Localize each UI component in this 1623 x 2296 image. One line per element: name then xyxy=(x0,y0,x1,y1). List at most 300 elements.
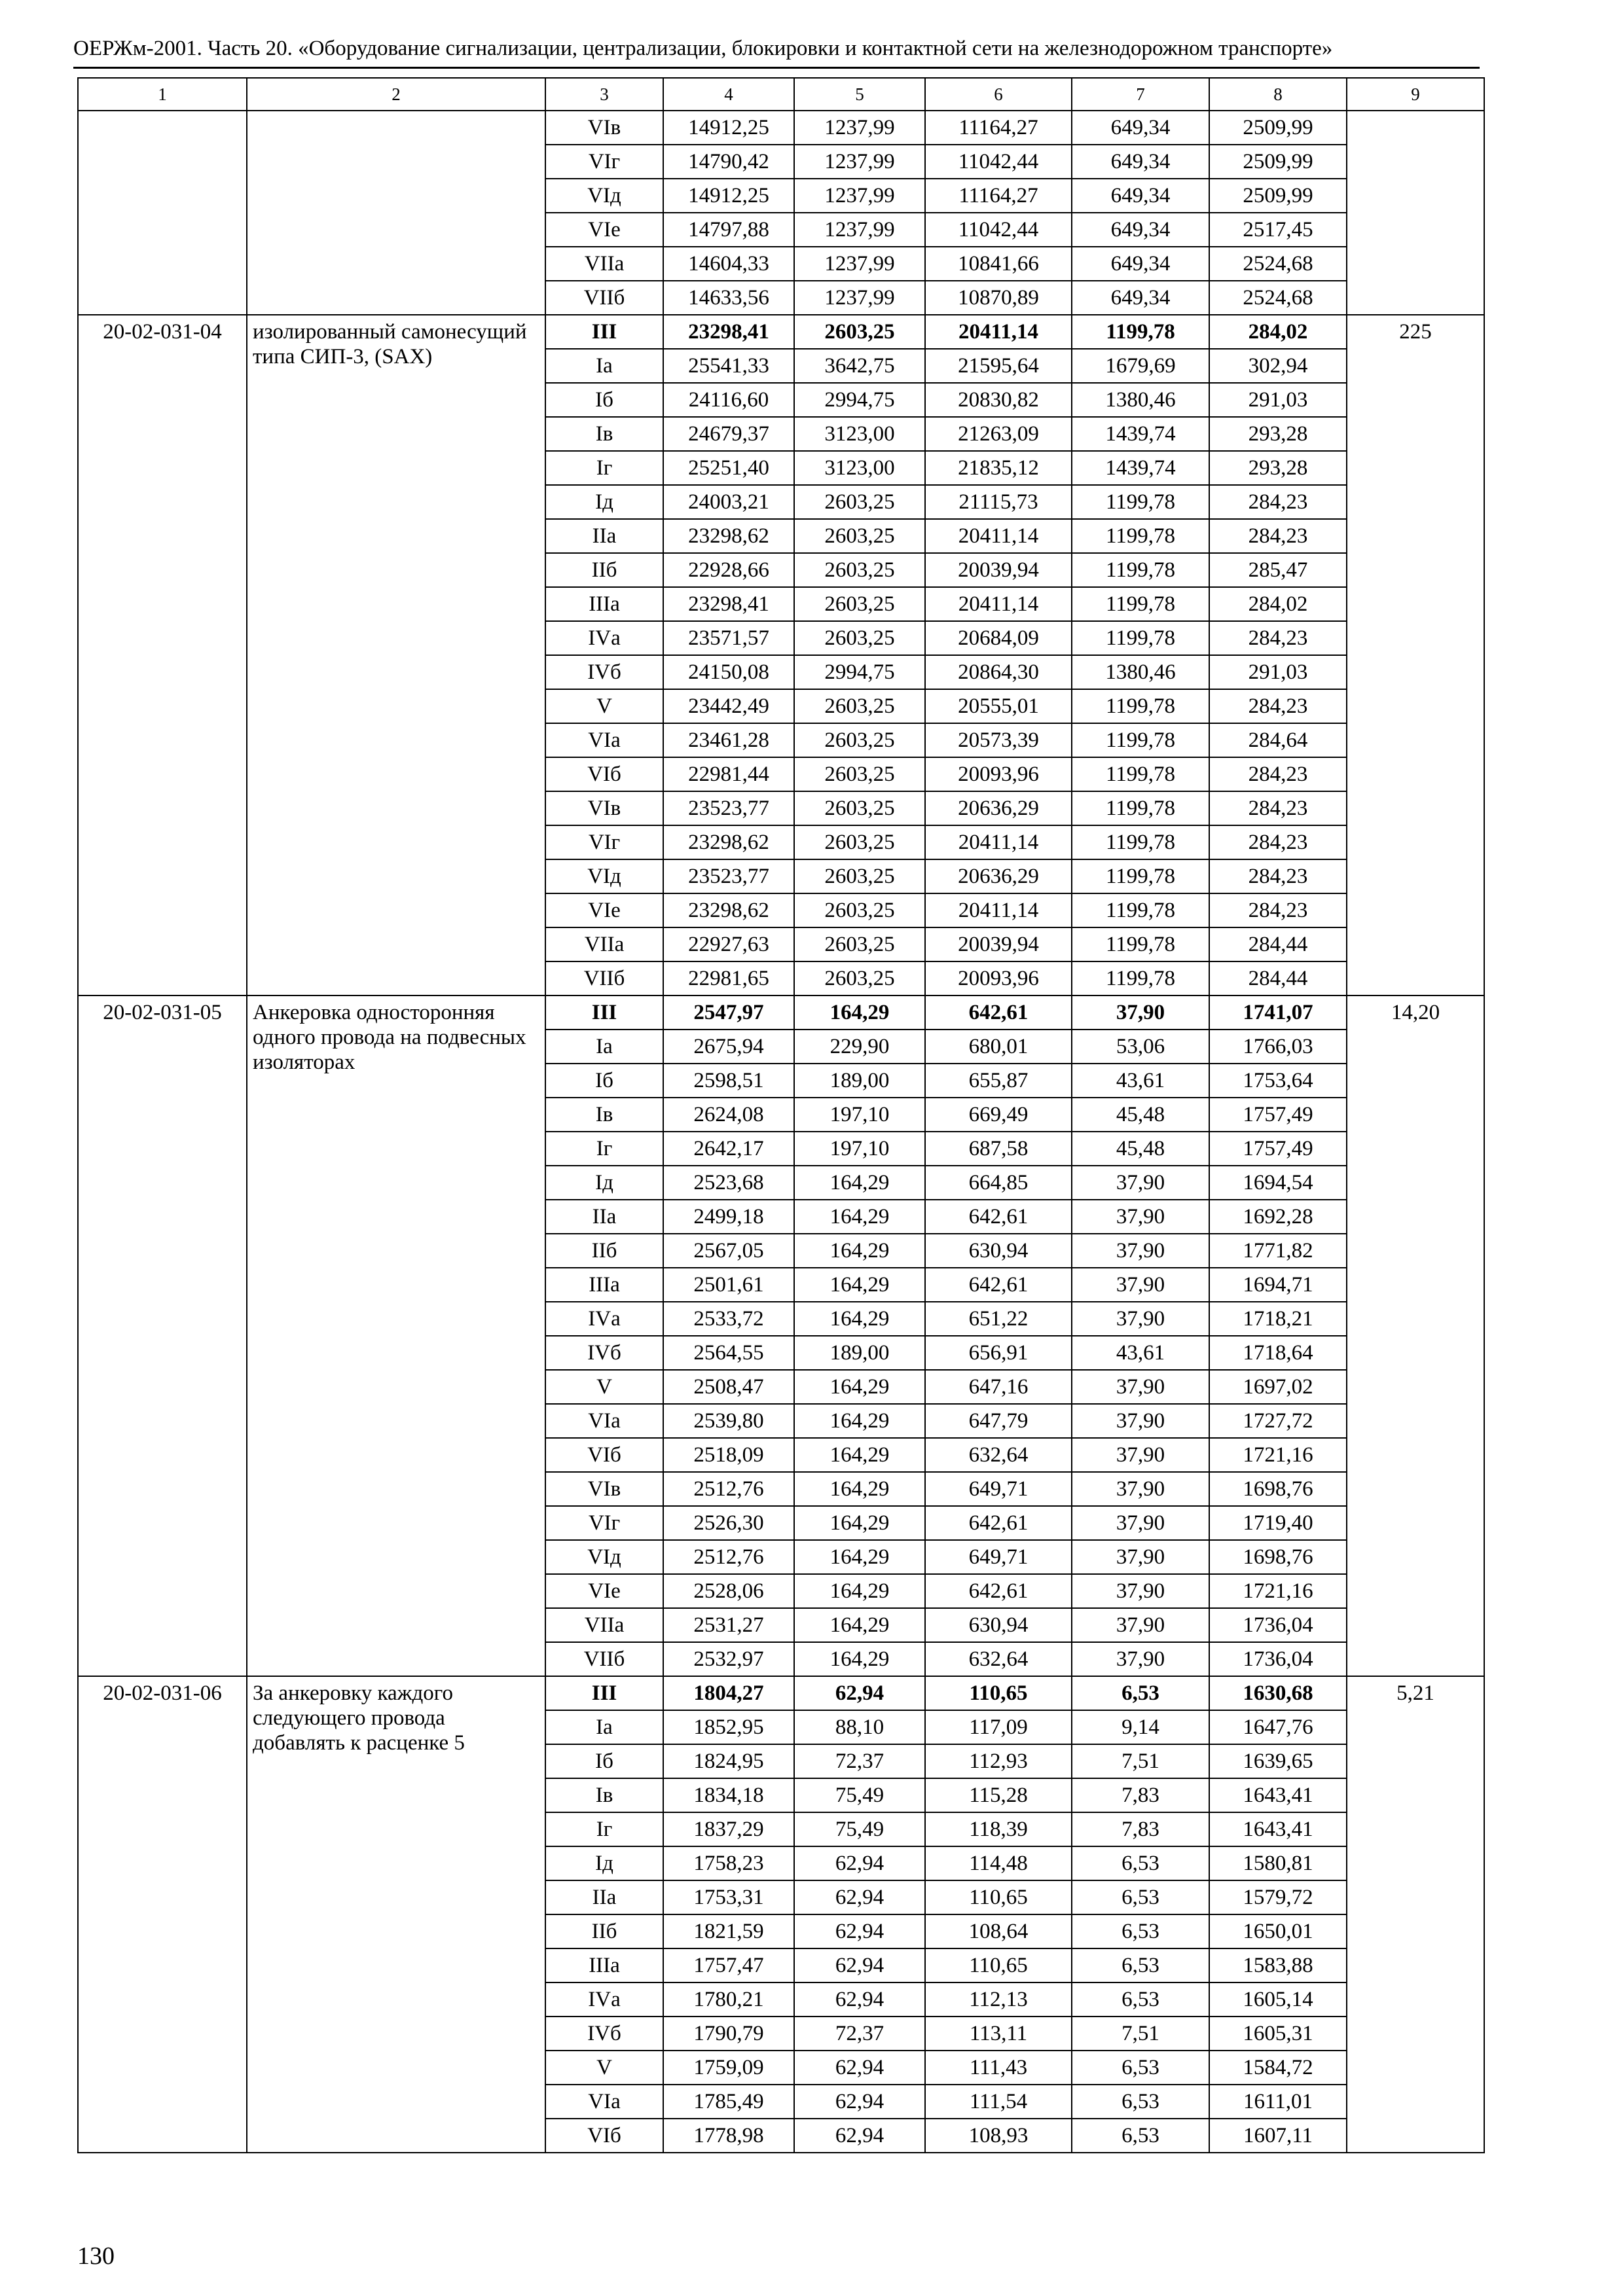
code-cell: 20-02-031-05 xyxy=(78,996,247,1676)
machines-cell: 632,64 xyxy=(925,1642,1072,1676)
zone-cell: VIе xyxy=(545,213,663,247)
materials-cell: 1736,04 xyxy=(1209,1608,1347,1642)
materials-cell: 284,64 xyxy=(1209,723,1347,757)
machinist-wages-cell: 649,34 xyxy=(1072,281,1209,315)
zone-cell: VIб xyxy=(545,757,663,791)
materials-cell: 1650,01 xyxy=(1209,1914,1347,1948)
page-header: ОЕРЖм-2001. Часть 20. «Оборудование сигнализации, централизации, блокировки и контактной сети на железнодорожном транспорте» xyxy=(73,37,1333,60)
machinist-wages-cell: 1199,78 xyxy=(1072,859,1209,893)
zone-cell: III xyxy=(545,996,663,1030)
direct-costs-cell: 14912,25 xyxy=(663,111,794,145)
zone-cell: VIIа xyxy=(545,927,663,961)
direct-costs-cell: 25251,40 xyxy=(663,451,794,485)
machinist-wages-cell: 6,53 xyxy=(1072,1880,1209,1914)
direct-costs-cell: 23523,77 xyxy=(663,859,794,893)
direct-costs-cell: 2564,55 xyxy=(663,1336,794,1370)
zone-cell: IIIа xyxy=(545,1948,663,1982)
table-row xyxy=(78,996,1484,1030)
direct-costs-cell: 2624,08 xyxy=(663,1098,794,1132)
wages-cell: 189,00 xyxy=(794,1336,925,1370)
wages-cell: 164,29 xyxy=(794,1268,925,1302)
direct-costs-cell: 1785,49 xyxy=(663,2085,794,2119)
page-number: 130 xyxy=(77,2242,115,2270)
machines-cell: 20411,14 xyxy=(925,519,1072,553)
direct-costs-cell: 22928,66 xyxy=(663,553,794,587)
zone-cell: Iб xyxy=(545,383,663,417)
machines-cell: 11164,27 xyxy=(925,179,1072,213)
wages-cell: 62,94 xyxy=(794,2119,925,2153)
direct-costs-cell: 23442,49 xyxy=(663,689,794,723)
materials-cell: 1698,76 xyxy=(1209,1472,1347,1506)
zone-cell: III xyxy=(545,315,663,349)
wages-cell: 1237,99 xyxy=(794,145,925,179)
materials-cell: 1727,72 xyxy=(1209,1404,1347,1438)
materials-cell: 1741,07 xyxy=(1209,996,1347,1030)
column-number: 4 xyxy=(663,78,794,111)
machines-cell: 115,28 xyxy=(925,1778,1072,1812)
materials-cell: 1630,68 xyxy=(1209,1676,1347,1710)
materials-cell: 1580,81 xyxy=(1209,1846,1347,1880)
direct-costs-cell: 23298,41 xyxy=(663,315,794,349)
machinist-wages-cell: 649,34 xyxy=(1072,213,1209,247)
machinist-wages-cell: 1199,78 xyxy=(1072,825,1209,859)
norm-cell: 14,20 xyxy=(1347,996,1484,1676)
materials-cell: 2509,99 xyxy=(1209,111,1347,145)
materials-cell: 1697,02 xyxy=(1209,1370,1347,1404)
wages-cell: 164,29 xyxy=(794,1574,925,1608)
direct-costs-cell: 14797,88 xyxy=(663,213,794,247)
wages-cell: 164,29 xyxy=(794,1370,925,1404)
machines-cell: 20411,14 xyxy=(925,587,1072,621)
zone-cell: VIа xyxy=(545,2085,663,2119)
zone-cell: VIа xyxy=(545,1404,663,1438)
direct-costs-cell: 1834,18 xyxy=(663,1778,794,1812)
wages-cell: 2994,75 xyxy=(794,655,925,689)
materials-cell: 284,23 xyxy=(1209,689,1347,723)
machines-cell: 113,11 xyxy=(925,2017,1072,2051)
machines-cell: 687,58 xyxy=(925,1132,1072,1166)
wages-cell: 164,29 xyxy=(794,1438,925,1472)
wages-cell: 164,29 xyxy=(794,1234,925,1268)
materials-cell: 1753,64 xyxy=(1209,1064,1347,1098)
machines-cell: 642,61 xyxy=(925,1574,1072,1608)
wages-cell: 3642,75 xyxy=(794,349,925,383)
machines-cell: 108,64 xyxy=(925,1914,1072,1948)
zone-cell: IIб xyxy=(545,1234,663,1268)
wages-cell: 62,94 xyxy=(794,1948,925,1982)
machines-cell: 642,61 xyxy=(925,1200,1072,1234)
machines-cell: 20864,30 xyxy=(925,655,1072,689)
zone-cell: VIIб xyxy=(545,1642,663,1676)
materials-cell: 2524,68 xyxy=(1209,281,1347,315)
machines-cell: 647,79 xyxy=(925,1404,1072,1438)
wages-cell: 1237,99 xyxy=(794,213,925,247)
direct-costs-cell: 22981,44 xyxy=(663,757,794,791)
zone-cell: VIв xyxy=(545,791,663,825)
wages-cell: 2603,25 xyxy=(794,485,925,519)
machines-cell: 20093,96 xyxy=(925,757,1072,791)
wages-cell: 164,29 xyxy=(794,1642,925,1676)
wages-cell: 164,29 xyxy=(794,1506,925,1540)
zone-cell: IVб xyxy=(545,655,663,689)
machinist-wages-cell: 6,53 xyxy=(1072,2085,1209,2119)
name-cell: За анкеровку каждого следующего провода добавлять к расценке 5 xyxy=(247,1676,545,2153)
direct-costs-cell: 2598,51 xyxy=(663,1064,794,1098)
wages-cell: 3123,00 xyxy=(794,451,925,485)
wages-cell: 2603,25 xyxy=(794,757,925,791)
wages-cell: 2603,25 xyxy=(794,553,925,587)
direct-costs-cell: 14912,25 xyxy=(663,179,794,213)
machines-cell: 118,39 xyxy=(925,1812,1072,1846)
materials-cell: 1611,01 xyxy=(1209,2085,1347,2119)
direct-costs-cell: 1824,95 xyxy=(663,1744,794,1778)
materials-cell: 2509,99 xyxy=(1209,145,1347,179)
norm-cell xyxy=(1347,111,1484,315)
materials-cell: 2517,45 xyxy=(1209,213,1347,247)
wages-cell: 72,37 xyxy=(794,2017,925,2051)
wages-cell: 72,37 xyxy=(794,1744,925,1778)
machinist-wages-cell: 37,90 xyxy=(1072,1540,1209,1574)
materials-cell: 293,28 xyxy=(1209,417,1347,451)
machinist-wages-cell: 37,90 xyxy=(1072,1506,1209,1540)
machinist-wages-cell: 45,48 xyxy=(1072,1132,1209,1166)
wages-cell: 2603,25 xyxy=(794,859,925,893)
rates-table xyxy=(77,77,1485,2153)
machinist-wages-cell: 7,51 xyxy=(1072,1744,1209,1778)
machinist-wages-cell: 649,34 xyxy=(1072,145,1209,179)
zone-cell: VIг xyxy=(545,145,663,179)
column-number: 1 xyxy=(78,78,247,111)
wages-cell: 62,94 xyxy=(794,2051,925,2085)
machines-cell: 20411,14 xyxy=(925,825,1072,859)
wages-cell: 2603,25 xyxy=(794,621,925,655)
materials-cell: 1698,76 xyxy=(1209,1540,1347,1574)
machines-cell: 655,87 xyxy=(925,1064,1072,1098)
machinist-wages-cell: 7,83 xyxy=(1072,1812,1209,1846)
machines-cell: 649,71 xyxy=(925,1472,1072,1506)
machinist-wages-cell: 1199,78 xyxy=(1072,927,1209,961)
zone-cell: IIб xyxy=(545,553,663,587)
materials-cell: 291,03 xyxy=(1209,383,1347,417)
materials-cell: 284,23 xyxy=(1209,791,1347,825)
materials-cell: 284,23 xyxy=(1209,825,1347,859)
machines-cell: 21115,73 xyxy=(925,485,1072,519)
machines-cell: 642,61 xyxy=(925,1506,1072,1540)
machines-cell: 21835,12 xyxy=(925,451,1072,485)
direct-costs-cell: 2567,05 xyxy=(663,1234,794,1268)
zone-cell: VIв xyxy=(545,1472,663,1506)
column-number: 9 xyxy=(1347,78,1484,111)
zone-cell: IVб xyxy=(545,2017,663,2051)
machines-cell: 642,61 xyxy=(925,996,1072,1030)
machines-cell: 21595,64 xyxy=(925,349,1072,383)
machinist-wages-cell: 1199,78 xyxy=(1072,587,1209,621)
zone-cell: VIд xyxy=(545,859,663,893)
direct-costs-cell: 24679,37 xyxy=(663,417,794,451)
machines-cell: 110,65 xyxy=(925,1948,1072,1982)
machines-cell: 20684,09 xyxy=(925,621,1072,655)
direct-costs-cell: 23298,62 xyxy=(663,825,794,859)
machines-cell: 20636,29 xyxy=(925,791,1072,825)
wages-cell: 164,29 xyxy=(794,1540,925,1574)
direct-costs-cell: 2539,80 xyxy=(663,1404,794,1438)
zone-cell: VIIа xyxy=(545,1608,663,1642)
wages-cell: 75,49 xyxy=(794,1812,925,1846)
machines-cell: 20093,96 xyxy=(925,961,1072,996)
machinist-wages-cell: 1199,78 xyxy=(1072,553,1209,587)
zone-cell: VIе xyxy=(545,893,663,927)
direct-costs-cell: 2512,76 xyxy=(663,1472,794,1506)
zone-cell: V xyxy=(545,689,663,723)
rates-table-body xyxy=(78,78,1484,2153)
wages-cell: 62,94 xyxy=(794,2085,925,2119)
machinist-wages-cell: 6,53 xyxy=(1072,1982,1209,2017)
direct-costs-cell: 23298,41 xyxy=(663,587,794,621)
zone-cell: IIб xyxy=(545,1914,663,1948)
materials-cell: 284,44 xyxy=(1209,927,1347,961)
zone-cell: Iг xyxy=(545,451,663,485)
direct-costs-cell: 23461,28 xyxy=(663,723,794,757)
machines-cell: 117,09 xyxy=(925,1710,1072,1744)
machines-cell: 111,54 xyxy=(925,2085,1072,2119)
zone-cell: Iа xyxy=(545,1030,663,1064)
column-number: 6 xyxy=(925,78,1072,111)
zone-cell: IIIа xyxy=(545,1268,663,1302)
materials-cell: 1757,49 xyxy=(1209,1132,1347,1166)
machines-cell: 10870,89 xyxy=(925,281,1072,315)
machines-cell: 111,43 xyxy=(925,2051,1072,2085)
machines-cell: 20636,29 xyxy=(925,859,1072,893)
machinist-wages-cell: 37,90 xyxy=(1072,1268,1209,1302)
column-number: 7 xyxy=(1072,78,1209,111)
machinist-wages-cell: 6,53 xyxy=(1072,1676,1209,1710)
direct-costs-cell: 2531,27 xyxy=(663,1608,794,1642)
direct-costs-cell: 1753,31 xyxy=(663,1880,794,1914)
machinist-wages-cell: 7,51 xyxy=(1072,2017,1209,2051)
wages-cell: 2603,25 xyxy=(794,825,925,859)
direct-costs-cell: 1804,27 xyxy=(663,1676,794,1710)
wages-cell: 164,29 xyxy=(794,1302,925,1336)
zone-cell: IIIа xyxy=(545,587,663,621)
header-rule xyxy=(73,67,1480,69)
materials-cell: 2509,99 xyxy=(1209,179,1347,213)
machinist-wages-cell: 37,90 xyxy=(1072,1234,1209,1268)
zone-cell: Iб xyxy=(545,1744,663,1778)
zone-cell: Iа xyxy=(545,349,663,383)
materials-cell: 284,23 xyxy=(1209,893,1347,927)
direct-costs-cell: 1778,98 xyxy=(663,2119,794,2153)
zone-cell: Iв xyxy=(545,1778,663,1812)
wages-cell: 164,29 xyxy=(794,1200,925,1234)
materials-cell: 1647,76 xyxy=(1209,1710,1347,1744)
wages-cell: 62,94 xyxy=(794,1880,925,1914)
machinist-wages-cell: 53,06 xyxy=(1072,1030,1209,1064)
wages-cell: 164,29 xyxy=(794,1166,925,1200)
machines-cell: 108,93 xyxy=(925,2119,1072,2153)
column-number: 3 xyxy=(545,78,663,111)
direct-costs-cell: 1758,23 xyxy=(663,1846,794,1880)
wages-cell: 164,29 xyxy=(794,1404,925,1438)
wages-cell: 2994,75 xyxy=(794,383,925,417)
machines-cell: 20411,14 xyxy=(925,315,1072,349)
machinist-wages-cell: 1380,46 xyxy=(1072,655,1209,689)
zone-cell: Iб xyxy=(545,1064,663,1098)
materials-cell: 1605,31 xyxy=(1209,2017,1347,2051)
direct-costs-cell: 2501,61 xyxy=(663,1268,794,1302)
zone-cell: VIг xyxy=(545,1506,663,1540)
wages-cell: 189,00 xyxy=(794,1064,925,1098)
wages-cell: 164,29 xyxy=(794,1472,925,1506)
zone-cell: Iв xyxy=(545,1098,663,1132)
machines-cell: 20411,14 xyxy=(925,893,1072,927)
zone-cell: IVа xyxy=(545,621,663,655)
machines-cell: 10841,66 xyxy=(925,247,1072,281)
direct-costs-cell: 1780,21 xyxy=(663,1982,794,2017)
norm-cell: 5,21 xyxy=(1347,1676,1484,2153)
machinist-wages-cell: 1199,78 xyxy=(1072,791,1209,825)
machinist-wages-cell: 9,14 xyxy=(1072,1710,1209,1744)
wages-cell: 2603,25 xyxy=(794,519,925,553)
materials-cell: 1607,11 xyxy=(1209,2119,1347,2153)
machines-cell: 669,49 xyxy=(925,1098,1072,1132)
machinist-wages-cell: 1439,74 xyxy=(1072,451,1209,485)
wages-cell: 75,49 xyxy=(794,1778,925,1812)
wages-cell: 62,94 xyxy=(794,1676,925,1710)
zone-cell: Iа xyxy=(545,1710,663,1744)
materials-cell: 1757,49 xyxy=(1209,1098,1347,1132)
materials-cell: 284,23 xyxy=(1209,519,1347,553)
materials-cell: 1579,72 xyxy=(1209,1880,1347,1914)
machines-cell: 649,71 xyxy=(925,1540,1072,1574)
wages-cell: 2603,25 xyxy=(794,893,925,927)
wages-cell: 2603,25 xyxy=(794,587,925,621)
machinist-wages-cell: 1199,78 xyxy=(1072,689,1209,723)
zone-cell: VIIб xyxy=(545,961,663,996)
machinist-wages-cell: 1199,78 xyxy=(1072,485,1209,519)
machinist-wages-cell: 649,34 xyxy=(1072,179,1209,213)
direct-costs-cell: 2512,76 xyxy=(663,1540,794,1574)
machinist-wages-cell: 1679,69 xyxy=(1072,349,1209,383)
direct-costs-cell: 2518,09 xyxy=(663,1438,794,1472)
direct-costs-cell: 2532,97 xyxy=(663,1642,794,1676)
zone-cell: Iд xyxy=(545,1166,663,1200)
materials-cell: 284,02 xyxy=(1209,315,1347,349)
materials-cell: 2524,68 xyxy=(1209,247,1347,281)
materials-cell: 1694,54 xyxy=(1209,1166,1347,1200)
machinist-wages-cell: 649,34 xyxy=(1072,111,1209,145)
materials-cell: 284,23 xyxy=(1209,859,1347,893)
table-row xyxy=(78,315,1484,349)
machines-cell: 110,65 xyxy=(925,1880,1072,1914)
zone-cell: VIг xyxy=(545,825,663,859)
materials-cell: 1719,40 xyxy=(1209,1506,1347,1540)
machines-cell: 21263,09 xyxy=(925,417,1072,451)
table-row xyxy=(78,1676,1484,1710)
materials-cell: 284,02 xyxy=(1209,587,1347,621)
materials-cell: 291,03 xyxy=(1209,655,1347,689)
machinist-wages-cell: 1439,74 xyxy=(1072,417,1209,451)
machines-cell: 647,16 xyxy=(925,1370,1072,1404)
table-row xyxy=(78,111,1484,145)
machines-cell: 656,91 xyxy=(925,1336,1072,1370)
materials-cell: 1766,03 xyxy=(1209,1030,1347,1064)
wages-cell: 197,10 xyxy=(794,1132,925,1166)
direct-costs-cell: 1821,59 xyxy=(663,1914,794,1948)
materials-cell: 284,44 xyxy=(1209,961,1347,996)
zone-cell: VIд xyxy=(545,179,663,213)
direct-costs-cell: 23523,77 xyxy=(663,791,794,825)
wages-cell: 62,94 xyxy=(794,1982,925,2017)
machines-cell: 11042,44 xyxy=(925,213,1072,247)
machinist-wages-cell: 1380,46 xyxy=(1072,383,1209,417)
machinist-wages-cell: 649,34 xyxy=(1072,247,1209,281)
wages-cell: 197,10 xyxy=(794,1098,925,1132)
zone-cell: VIб xyxy=(545,2119,663,2153)
direct-costs-cell: 2675,94 xyxy=(663,1030,794,1064)
zone-cell: Iг xyxy=(545,1132,663,1166)
zone-cell: IIа xyxy=(545,1200,663,1234)
machinist-wages-cell: 1199,78 xyxy=(1072,315,1209,349)
name-cell xyxy=(247,111,545,315)
zone-cell: V xyxy=(545,2051,663,2085)
machinist-wages-cell: 37,90 xyxy=(1072,1642,1209,1676)
machinist-wages-cell: 6,53 xyxy=(1072,1846,1209,1880)
machinist-wages-cell: 37,90 xyxy=(1072,1370,1209,1404)
direct-costs-cell: 2508,47 xyxy=(663,1370,794,1404)
machinist-wages-cell: 43,61 xyxy=(1072,1336,1209,1370)
machines-cell: 112,93 xyxy=(925,1744,1072,1778)
zone-cell: IVб xyxy=(545,1336,663,1370)
machinist-wages-cell: 37,90 xyxy=(1072,1438,1209,1472)
wages-cell: 164,29 xyxy=(794,996,925,1030)
direct-costs-cell: 23298,62 xyxy=(663,519,794,553)
zone-cell: Iд xyxy=(545,1846,663,1880)
wages-cell: 164,29 xyxy=(794,1608,925,1642)
machinist-wages-cell: 37,90 xyxy=(1072,1472,1209,1506)
wages-cell: 2603,25 xyxy=(794,723,925,757)
column-number: 8 xyxy=(1209,78,1347,111)
machinist-wages-cell: 1199,78 xyxy=(1072,621,1209,655)
zone-cell: VIIа xyxy=(545,247,663,281)
zone-cell: VIв xyxy=(545,111,663,145)
materials-cell: 1643,41 xyxy=(1209,1778,1347,1812)
machinist-wages-cell: 1199,78 xyxy=(1072,961,1209,996)
direct-costs-cell: 2547,97 xyxy=(663,996,794,1030)
wages-cell: 2603,25 xyxy=(794,689,925,723)
machinist-wages-cell: 6,53 xyxy=(1072,1948,1209,1982)
direct-costs-cell: 22927,63 xyxy=(663,927,794,961)
materials-cell: 285,47 xyxy=(1209,553,1347,587)
machines-cell: 632,64 xyxy=(925,1438,1072,1472)
zone-cell: Iд xyxy=(545,485,663,519)
zone-cell: IVа xyxy=(545,1302,663,1336)
machines-cell: 20555,01 xyxy=(925,689,1072,723)
direct-costs-cell: 14633,56 xyxy=(663,281,794,315)
materials-cell: 1694,71 xyxy=(1209,1268,1347,1302)
machinist-wages-cell: 37,90 xyxy=(1072,1574,1209,1608)
machinist-wages-cell: 1199,78 xyxy=(1072,723,1209,757)
machinist-wages-cell: 37,90 xyxy=(1072,1302,1209,1336)
materials-cell: 293,28 xyxy=(1209,451,1347,485)
materials-cell: 1771,82 xyxy=(1209,1234,1347,1268)
direct-costs-cell: 1790,79 xyxy=(663,2017,794,2051)
materials-cell: 1584,72 xyxy=(1209,2051,1347,2085)
materials-cell: 1643,41 xyxy=(1209,1812,1347,1846)
direct-costs-cell: 14604,33 xyxy=(663,247,794,281)
direct-costs-cell: 2523,68 xyxy=(663,1166,794,1200)
machines-cell: 642,61 xyxy=(925,1268,1072,1302)
materials-cell: 1605,14 xyxy=(1209,1982,1347,2017)
